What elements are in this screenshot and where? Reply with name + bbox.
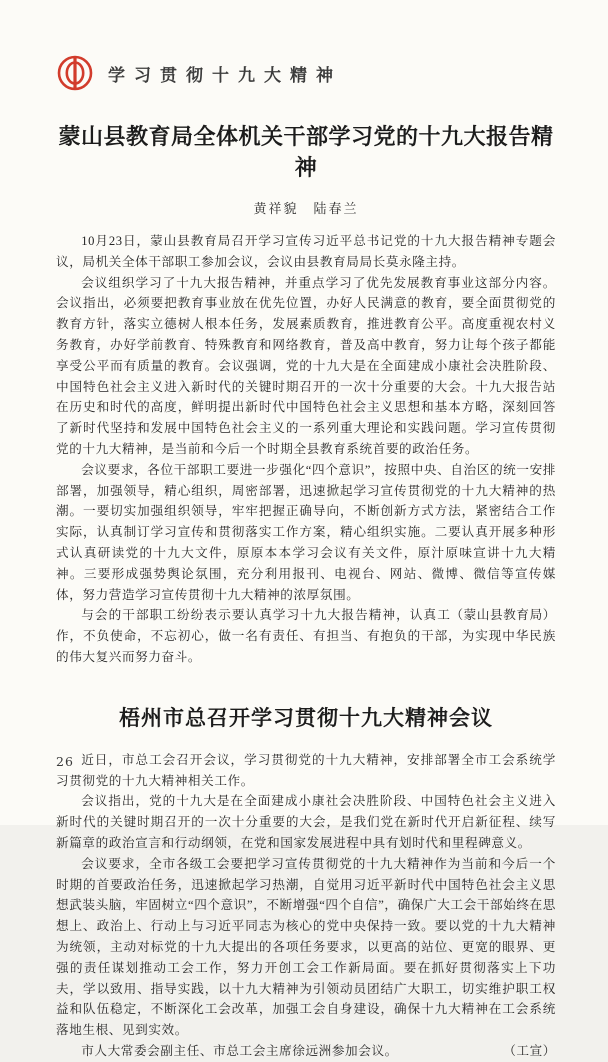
article2-title: 梧州市总召开学习贯彻十九大精神会议 — [119, 705, 493, 730]
article2-attribution: （工宣） — [503, 1043, 556, 1058]
series-title: 学习贯彻十九大精神 — [108, 65, 342, 85]
paragraph: 近日，市总工会召开会议，学习贯彻党的十九大精神，安排部署全市工会系统学习贯彻党的十九大精神相关工作。 — [56, 752, 556, 788]
paragraph: 会议组织学习了十九大报告精神，并重点学习了优先发展教育事业这部分内容。会议指出，必须要把教育事业放在优先位置，办好人民满意的教育，要全面贯彻党的教育方针，落实立德树人根本任务，发展素质教育，推进教育公平。高度重视农村义务教育，办好学前教育、特殊教育和网络教育，普及高中教育，努力让每个孩子都能享受公平而有质量的教育。会议强调，党的十九大是在全面建成小康社会决胜阶段、中国特色社会主义进入新时代的关键时期召开的一次十分重要的大会。十九大报告站在历史和时代的高度，鲜明提出新时代中国特色社会主义思想和基本方略，深刻回答了新时代坚持和发展中国特色社会主义的一系列重大理论和实践问题。学习宣传贯彻党的十九大精神，是当前和今后一个时期全县教育系统首要的政治任务。 — [56, 275, 556, 456]
union-emblem-icon — [56, 54, 94, 92]
page-number: 26 — [56, 754, 74, 769]
page-header — [56, 52, 556, 94]
paragraph: 会议要求，全市各级工会要把学习宣传贯彻党的十九大精神作为当前和今后一个时期的首要政治任务，迅速掀起学习热潮，自觉用习近平新时代中国特色社会主义思想武装头脑，牢固树立“四个意识”，不断增强“四个自信”，确保广大工会干部始终在思想上、政治上、行动上与习近平同志为核心的党中央保持一致。要以党的十九大精神为统领，主动对标党的十九大提出的各项任务要求，以更高的站位、更宽的眼界、更强的责任谋划推动工会工作，努力开创工会工作新局面。要在抓好贯彻落实上下功夫，学以致用、指导实践，以十九大精神为引领动员团结广大职工，切实维护职工权益和队伍稳定，不断深化工会改革，加强工会自身建设，确保十九大精神在工会系统落地生根、见到实效。 — [56, 856, 556, 1038]
article1-attribution: （蒙山县教育局） — [450, 608, 556, 623]
paragraph: 会议指出，党的十九大是在全面建成小康社会决胜阶段、中国特色社会主义进入新时代的关键时期召开的一次十分重要的大会，是我们党在新时代开启新征程、续写新篇章的政治宣言和行动纲领，在党和国家发展进程中具有划时代和里程碑意义。 — [56, 794, 556, 850]
article1-body — [56, 231, 556, 668]
article1-title: 蒙山县教育局全体机关干部学习党的十九大报告精神 — [58, 124, 554, 180]
paragraph-text: 市人大常委会副主任、市总工会主席徐远洲参加会议。 — [81, 1043, 398, 1058]
paragraph — [56, 1041, 556, 1062]
paragraph: 10月23日，蒙山县教育局召开学习宣传习近平总书记党的十九大报告精神专题会议，局机关全体干部职工参加会议，会议由县教育局局长莫永隆主持。 — [56, 234, 556, 269]
paragraph: 会议要求，各位干部职工要进一步强化“四个意识”，按照中央、自治区的统一安排部署，加强领导，精心组织，周密部署，迅速掀起学习宣传贯彻党的十九大精神的热潮。一要切实加强组织领导，牢牢把握正确导向，不断创新方式方法，紧密结合工作实际，认真制订学习宣传和贯彻落实工作方案，精心组织实施。二要认真开展多种形式认真研读党的十九大文件，原原本本学习会议有关文件，原汁原味宣讲十九大精神。三要形成强势舆论氛围，充分利用报刊、电视台、网站、微博、微信等宣传媒体，努力营造学习宣传贯彻十九大精神的浓厚氛围。 — [56, 462, 556, 602]
paragraph-text: 与会的干部职工纷纷表示要认真学习十九大报告精神，认真工作，不负使命，不忘初心，做一名有责任、有担当、有抱负的干部，为实现中华民族的伟大复兴而努力奋斗。 — [56, 608, 556, 664]
article1-authors: 黄祥貌 陆春兰 — [253, 201, 359, 216]
article2-body — [56, 750, 556, 1062]
paragraph — [56, 605, 556, 667]
